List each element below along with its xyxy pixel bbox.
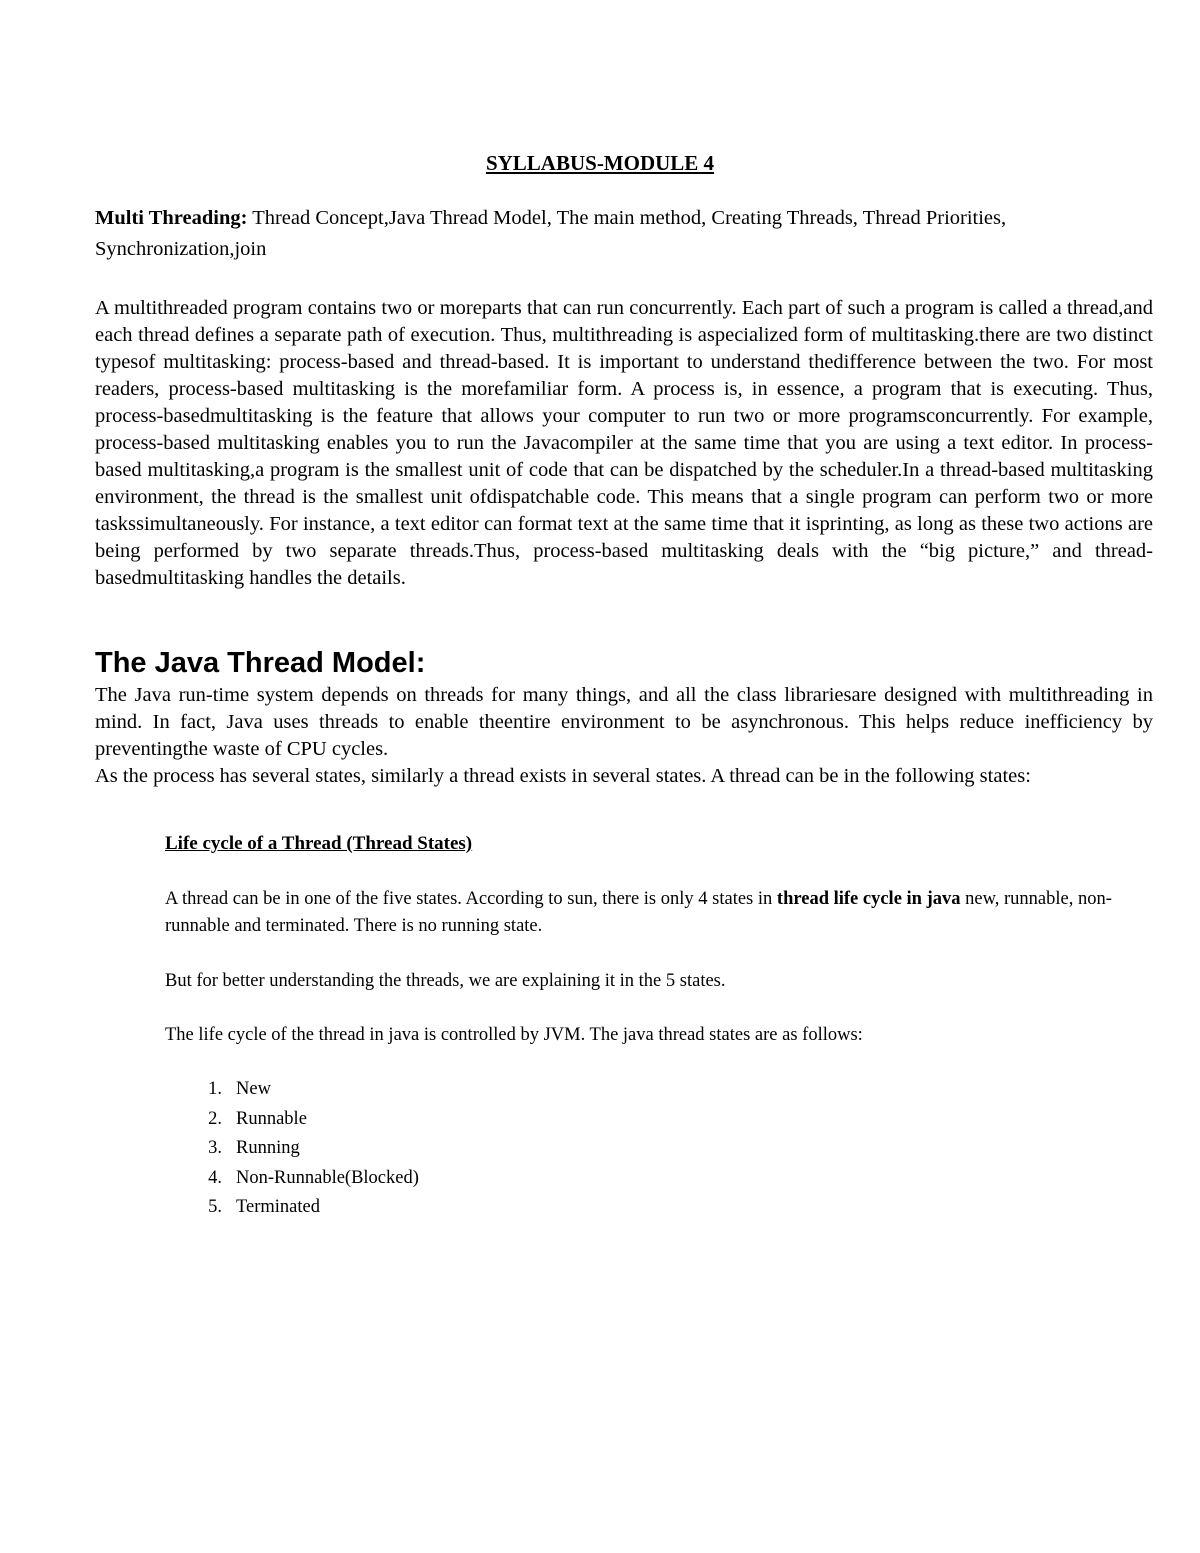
thread-model-paragraph-2: As the process has several states, similarly a thread exists in several states. A thread can be in the following states: <box>95 765 1031 787</box>
list-item <box>165 1164 419 1194</box>
list-item <box>165 1193 419 1223</box>
lifecycle-p1-bold: thread life cycle in java <box>776 889 961 909</box>
page-title: SYLLABUS-MODULE 4 <box>485 151 715 175</box>
lifecycle-p1-text-a: A thread can be in one of the five states. According to sun, there is only 4 states in <box>165 889 777 909</box>
list-item-number: 2. <box>208 1108 222 1129</box>
syllabus-label: Multi Threading: <box>95 207 248 229</box>
lifecycle-paragraph-2: But for better understanding the threads, we are explaining it in the 5 states. <box>165 971 726 991</box>
list-item <box>165 1105 419 1135</box>
section-heading: The Java Thread Model: <box>95 647 426 679</box>
list-item-label: Runnable <box>236 1108 307 1129</box>
list-item <box>165 1134 419 1164</box>
lifecycle-paragraph-1 <box>165 886 1155 940</box>
thread-model-paragraph-1: The Java run-time system depends on threads for many things, and all the class librariesare designed with multithreading in mind. In fact, Java uses threads to enable theentire environment to be asynchronous. This helps reduce inefficiency by preventingthe waste of CPU cycles. <box>95 684 1153 760</box>
lifecycle-p1-text-b: new, runnable, non-runnable and terminated. There is no running state. <box>165 889 1112 936</box>
list-item-number: 4. <box>208 1167 222 1188</box>
list-item-label: New <box>236 1079 271 1099</box>
lifecycle-title: Life cycle of a Thread (Thread States) <box>165 833 473 854</box>
list-item-number: 1. <box>208 1079 222 1099</box>
list-item-label: Terminated <box>236 1197 320 1217</box>
syllabus-text: Thread Concept,Java Thread Model, The main method, Creating Threads, Thread Priorities, Synchronization,join <box>95 207 1007 260</box>
list-item <box>165 1075 419 1105</box>
thread-states-list <box>165 1075 419 1223</box>
list-item-number: 5. <box>208 1197 222 1217</box>
syllabus-topics <box>95 203 1155 265</box>
lifecycle-paragraph-3: The life cycle of the thread in java is controlled by JVM. The java thread states are as follows: <box>165 1025 863 1045</box>
list-item-label: Running <box>236 1138 300 1158</box>
list-item-number: 3. <box>208 1138 222 1158</box>
list-item-label: Non-Runnable(Blocked) <box>236 1167 419 1188</box>
thread-model-text <box>95 682 1153 790</box>
intro-paragraph: A multithreaded program contains two or moreparts that can run concurrently. Each part of such a program is called a thread,and each thread defines a separate path of execution. Thus, multithreading is aspecialized form of multitasking.there are two distinct typesof multitasking: process-based and thread-based. It is important to understand thedifference between the two. For most readers, process-based multitasking is the morefamiliar form. A process is, in essence, a program that is executing. Thus, process-basedmultitasking is the feature that allows your computer to run two or more programsconcurrently. For example, process-based multitasking enables you to run the Javacompiler at the same time that you are using a text editor. In process-based multitasking,a program is the smallest unit of code that can be dispatched by the scheduler.In a thread-based multitasking environment, the thread is the smallest unit ofdispatchable code. This means that a single program can perform two or more taskssimultaneously. For instance, a text editor can format text at the same time that it isprinting, as long as these two actions are being performed by two separate threads.Thus, process-based multitasking deals with the “big picture,” and thread-basedmultitasking handles the details. <box>95 297 1153 589</box>
